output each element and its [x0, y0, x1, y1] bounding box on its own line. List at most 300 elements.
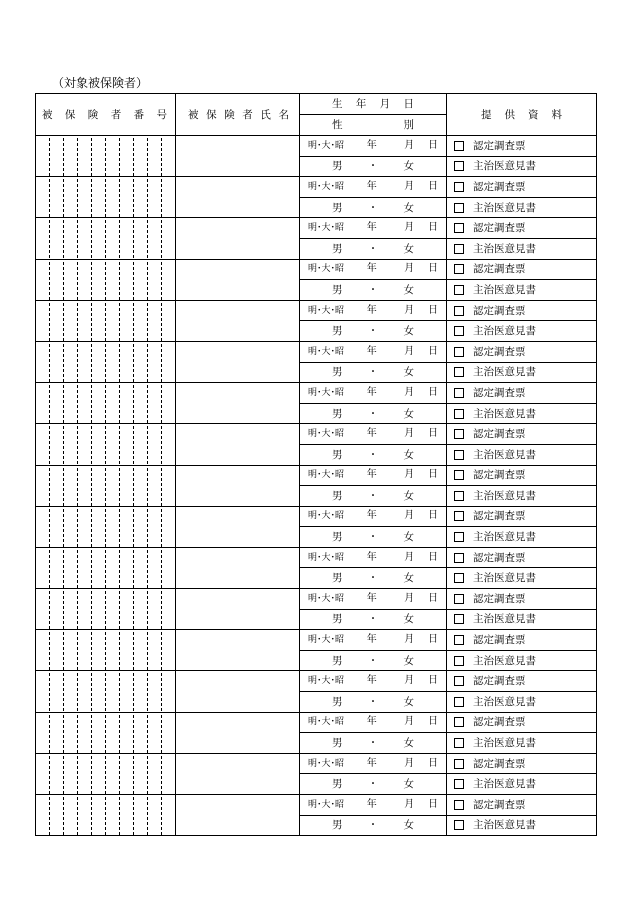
checkbox-icon[interactable] — [454, 656, 464, 666]
record-row-upper — [36, 630, 597, 651]
record-row-upper — [36, 589, 597, 610]
insured-number-cell[interactable] — [36, 136, 176, 177]
year-label: 年 — [366, 139, 377, 151]
year-label: 年 — [366, 180, 377, 192]
doc-option-label: 認定調査票 — [473, 592, 526, 605]
insured-number-cell[interactable] — [36, 177, 176, 218]
birth-date-cell[interactable] — [300, 424, 447, 445]
sex-male-label: 男 — [332, 242, 343, 255]
header-sex: 性 別 — [300, 115, 447, 136]
checkbox-icon[interactable] — [454, 553, 464, 563]
doc-option-label: 主治医意見書 — [473, 737, 536, 750]
doc-option-label: 認定調査票 — [473, 634, 526, 647]
insured-number-cell[interactable] — [36, 300, 176, 341]
sex-cell[interactable] — [300, 362, 447, 383]
checkbox-icon[interactable] — [454, 697, 464, 707]
doc-option-label: 認定調査票 — [473, 139, 526, 152]
doc-option-survey[interactable] — [447, 630, 597, 651]
sex-female-label: 女 — [403, 531, 414, 544]
checkbox-icon[interactable] — [454, 614, 464, 624]
sex-cell[interactable] — [300, 568, 447, 589]
checkbox-icon[interactable] — [454, 429, 464, 439]
record-row-upper — [36, 136, 597, 157]
day-label: 日 — [428, 675, 438, 687]
sex-male-label: 男 — [332, 160, 343, 173]
doc-option-label: 認定調査票 — [473, 304, 526, 317]
doc-option-label: 認定調査票 — [473, 798, 526, 811]
sex-separator: ・ — [367, 531, 379, 544]
sex-female-label: 女 — [403, 819, 414, 832]
doc-option-survey[interactable] — [447, 753, 597, 774]
checkbox-icon[interactable] — [454, 285, 464, 295]
doc-option-survey[interactable] — [447, 300, 597, 321]
era-choices: 明･大･昭 — [308, 305, 345, 316]
birth-date-cell[interactable] — [300, 259, 447, 280]
checkbox-icon[interactable] — [454, 326, 464, 336]
checkbox-icon[interactable] — [454, 161, 464, 171]
month-label: 月 — [404, 757, 415, 769]
insured-name-cell[interactable] — [176, 506, 300, 547]
sex-cell[interactable] — [300, 403, 447, 424]
insured-number-cell[interactable] — [36, 547, 176, 588]
sex-separator: ・ — [367, 160, 379, 173]
sex-female-label: 女 — [403, 366, 414, 379]
sex-separator: ・ — [367, 242, 379, 255]
checkbox-icon[interactable] — [454, 779, 464, 789]
year-label: 年 — [366, 510, 377, 522]
doc-option-label: 主治医意見書 — [473, 242, 536, 255]
sex-female-label: 女 — [403, 283, 414, 296]
insured-number-cell[interactable] — [36, 753, 176, 794]
header-birth-date: 生 年 月 日 — [300, 94, 447, 115]
doc-option-physician[interactable] — [447, 403, 597, 424]
month-label: 月 — [404, 222, 415, 234]
sex-cell[interactable] — [300, 527, 447, 548]
insured-name-cell[interactable] — [176, 259, 300, 300]
month-label: 月 — [404, 716, 415, 728]
month-label: 月 — [404, 798, 415, 810]
sex-male-label: 男 — [332, 366, 343, 379]
checkbox-icon[interactable] — [454, 450, 464, 460]
doc-option-label: 主治医意見書 — [473, 201, 536, 214]
checkbox-icon[interactable] — [454, 738, 464, 748]
doc-option-survey[interactable] — [447, 177, 597, 198]
doc-option-survey[interactable] — [447, 136, 597, 157]
era-choices: 明･大･昭 — [308, 758, 345, 769]
record-row-upper — [36, 547, 597, 568]
doc-option-survey[interactable] — [447, 547, 597, 568]
sex-female-label: 女 — [403, 489, 414, 502]
birth-date-cell[interactable] — [300, 630, 447, 651]
sex-female-label: 女 — [403, 201, 414, 214]
year-label: 年 — [366, 469, 377, 481]
header-insured-name: 被 保 険 者 氏 名 — [176, 94, 300, 136]
birth-date-cell[interactable] — [300, 341, 447, 362]
day-label: 日 — [428, 139, 438, 151]
year-label: 年 — [366, 675, 377, 687]
doc-option-label: 主治医意見書 — [473, 531, 536, 544]
doc-option-physician[interactable] — [447, 362, 597, 383]
record-row-upper — [36, 383, 597, 404]
sex-female-label: 女 — [403, 695, 414, 708]
insured-number-cell[interactable] — [36, 795, 176, 836]
doc-option-survey[interactable] — [447, 341, 597, 362]
insured-number-cell[interactable] — [36, 589, 176, 630]
doc-option-label: 主治医意見書 — [473, 366, 536, 379]
checkbox-icon[interactable] — [454, 182, 464, 192]
record-row-upper — [36, 341, 597, 362]
sex-cell[interactable] — [300, 774, 447, 795]
sex-cell[interactable] — [300, 733, 447, 754]
era-choices: 明･大･昭 — [308, 552, 345, 563]
day-label: 日 — [428, 798, 438, 810]
sex-female-label: 女 — [403, 448, 414, 461]
sex-cell[interactable] — [300, 197, 447, 218]
doc-option-physician[interactable] — [447, 733, 597, 754]
sex-separator: ・ — [367, 819, 379, 832]
era-choices: 明･大･昭 — [308, 593, 345, 604]
sex-male-label: 男 — [332, 613, 343, 626]
month-label: 月 — [404, 592, 415, 604]
sex-cell[interactable] — [300, 321, 447, 342]
birth-date-cell[interactable] — [300, 177, 447, 198]
doc-option-label: 認定調査票 — [473, 345, 526, 358]
doc-option-label: 主治医意見書 — [473, 407, 536, 420]
insured-name-cell[interactable] — [176, 383, 300, 424]
doc-option-physician[interactable] — [447, 650, 597, 671]
sex-female-label: 女 — [403, 613, 414, 626]
era-choices: 明･大･昭 — [308, 635, 345, 646]
birth-date-cell[interactable] — [300, 795, 447, 816]
month-label: 月 — [404, 469, 415, 481]
year-label: 年 — [366, 386, 377, 398]
sex-separator: ・ — [367, 737, 379, 750]
insured-name-cell[interactable] — [176, 795, 300, 836]
insured-number-cell[interactable] — [36, 218, 176, 259]
doc-option-survey[interactable] — [447, 424, 597, 445]
insured-number-cell[interactable] — [36, 383, 176, 424]
era-choices: 明･大･昭 — [308, 140, 345, 151]
birth-date-cell[interactable] — [300, 506, 447, 527]
checkbox-icon[interactable] — [454, 244, 464, 254]
doc-option-survey[interactable] — [447, 712, 597, 733]
sex-separator: ・ — [367, 489, 379, 502]
doc-option-label: 認定調査票 — [473, 716, 526, 729]
sex-separator: ・ — [367, 366, 379, 379]
insured-name-cell[interactable] — [176, 136, 300, 177]
doc-option-label: 主治医意見書 — [473, 160, 536, 173]
doc-option-survey[interactable] — [447, 671, 597, 692]
doc-option-physician[interactable] — [447, 692, 597, 713]
form-caption: （対象被保険者） — [52, 76, 149, 90]
checkbox-icon[interactable] — [454, 141, 464, 151]
insured-name-cell[interactable] — [176, 177, 300, 218]
sex-separator: ・ — [367, 695, 379, 708]
doc-option-label: 主治医意見書 — [473, 654, 536, 667]
doc-option-label: 主治医意見書 — [473, 448, 536, 461]
era-choices: 明･大･昭 — [308, 511, 345, 522]
day-label: 日 — [428, 345, 438, 357]
era-choices: 明･大･昭 — [308, 181, 345, 192]
era-choices: 明･大･昭 — [308, 346, 345, 357]
doc-option-survey[interactable] — [447, 465, 597, 486]
doc-option-physician[interactable] — [447, 238, 597, 259]
doc-option-physician[interactable] — [447, 774, 597, 795]
sex-separator: ・ — [367, 283, 379, 296]
doc-option-label: 主治医意見書 — [473, 819, 536, 832]
day-label: 日 — [428, 551, 438, 563]
checkbox-icon[interactable] — [454, 203, 464, 213]
doc-option-survey[interactable] — [447, 589, 597, 610]
checkbox-icon[interactable] — [454, 470, 464, 480]
insured-number-cell[interactable] — [36, 630, 176, 671]
checkbox-icon[interactable] — [454, 223, 464, 233]
birth-date-cell[interactable] — [300, 753, 447, 774]
doc-option-label: 認定調査票 — [473, 180, 526, 193]
record-rows — [36, 136, 597, 836]
sex-cell[interactable] — [300, 815, 447, 836]
record-row-upper — [36, 671, 597, 692]
record-row-upper — [36, 300, 597, 321]
checkbox-icon[interactable] — [454, 491, 464, 501]
sex-female-label: 女 — [403, 778, 414, 791]
sex-male-label: 男 — [332, 489, 343, 502]
sex-male-label: 男 — [332, 572, 343, 585]
month-label: 月 — [404, 304, 415, 316]
year-label: 年 — [366, 304, 377, 316]
checkbox-icon[interactable] — [454, 594, 464, 604]
birth-date-cell[interactable] — [300, 218, 447, 239]
day-label: 日 — [428, 304, 438, 316]
insured-number-cell[interactable] — [36, 341, 176, 382]
checkbox-icon[interactable] — [454, 511, 464, 521]
checkbox-icon[interactable] — [454, 367, 464, 377]
doc-option-physician[interactable] — [447, 568, 597, 589]
day-label: 日 — [428, 222, 438, 234]
era-choices: 明･大･昭 — [308, 429, 345, 440]
era-choices: 明･大･昭 — [308, 799, 345, 810]
sex-male-label: 男 — [332, 819, 343, 832]
month-label: 月 — [404, 428, 415, 440]
insured-number-cell[interactable] — [36, 465, 176, 506]
sex-female-label: 女 — [403, 160, 414, 173]
checkbox-icon[interactable] — [454, 676, 464, 686]
birth-date-cell[interactable] — [300, 383, 447, 404]
sex-male-label: 男 — [332, 201, 343, 214]
sex-male-label: 男 — [332, 283, 343, 296]
sex-female-label: 女 — [403, 325, 414, 338]
sex-separator: ・ — [367, 572, 379, 585]
birth-date-cell[interactable] — [300, 712, 447, 733]
birth-date-cell[interactable] — [300, 465, 447, 486]
era-choices: 明･大･昭 — [308, 223, 345, 234]
sex-cell[interactable] — [300, 156, 447, 177]
sex-cell[interactable] — [300, 609, 447, 630]
doc-option-physician[interactable] — [447, 815, 597, 836]
checkbox-icon[interactable] — [454, 347, 464, 357]
doc-option-label: 主治医意見書 — [473, 572, 536, 585]
doc-option-physician[interactable] — [447, 486, 597, 507]
checkbox-icon[interactable] — [454, 820, 464, 830]
checkbox-icon[interactable] — [454, 573, 464, 583]
checkbox-icon[interactable] — [454, 635, 464, 645]
sex-male-label: 男 — [332, 737, 343, 750]
day-label: 日 — [428, 263, 438, 275]
sex-female-label: 女 — [403, 407, 414, 420]
doc-option-survey[interactable] — [447, 259, 597, 280]
insured-name-cell[interactable] — [176, 218, 300, 259]
era-choices: 明･大･昭 — [308, 387, 345, 398]
doc-option-label: 主治医意見書 — [473, 778, 536, 791]
header-provided-documents: 提 供 資 料 — [447, 94, 597, 136]
insured-name-cell[interactable] — [176, 712, 300, 753]
doc-option-label: 主治医意見書 — [473, 325, 536, 338]
month-label: 月 — [404, 180, 415, 192]
doc-option-physician[interactable] — [447, 609, 597, 630]
doc-option-label: 認定調査票 — [473, 510, 526, 523]
doc-option-label: 認定調査票 — [473, 428, 526, 441]
doc-option-label: 主治医意見書 — [473, 613, 536, 626]
sex-male-label: 男 — [332, 448, 343, 461]
doc-option-physician[interactable] — [447, 321, 597, 342]
doc-option-label: 認定調査票 — [473, 222, 526, 235]
month-label: 月 — [404, 386, 415, 398]
doc-option-physician[interactable] — [447, 197, 597, 218]
year-label: 年 — [366, 757, 377, 769]
sex-cell[interactable] — [300, 238, 447, 259]
checkbox-icon[interactable] — [454, 306, 464, 316]
insured-name-cell[interactable] — [176, 341, 300, 382]
era-choices: 明･大･昭 — [308, 717, 345, 728]
doc-option-label: 主治医意見書 — [473, 283, 536, 296]
insured-name-cell[interactable] — [176, 630, 300, 671]
sex-cell[interactable] — [300, 280, 447, 301]
insured-number-cell[interactable] — [36, 712, 176, 753]
doc-option-label: 主治医意見書 — [473, 695, 536, 708]
doc-option-survey[interactable] — [447, 506, 597, 527]
birth-date-cell[interactable] — [300, 589, 447, 610]
birth-date-cell[interactable] — [300, 547, 447, 568]
record-row-upper — [36, 506, 597, 527]
year-label: 年 — [366, 222, 377, 234]
era-choices: 明･大･昭 — [308, 676, 345, 687]
checkbox-icon[interactable] — [454, 409, 464, 419]
insured-number-cell[interactable] — [36, 506, 176, 547]
sex-cell[interactable] — [300, 692, 447, 713]
sex-separator: ・ — [367, 778, 379, 791]
month-label: 月 — [404, 139, 415, 151]
record-row-upper — [36, 177, 597, 198]
day-label: 日 — [428, 510, 438, 522]
year-label: 年 — [366, 345, 377, 357]
sex-separator: ・ — [367, 407, 379, 420]
year-label: 年 — [366, 634, 377, 646]
doc-option-physician[interactable] — [447, 527, 597, 548]
sex-cell[interactable] — [300, 486, 447, 507]
record-row-upper — [36, 465, 597, 486]
insured-name-cell[interactable] — [176, 589, 300, 630]
doc-option-label: 認定調査票 — [473, 263, 526, 276]
sex-separator: ・ — [367, 201, 379, 214]
month-label: 月 — [404, 263, 415, 275]
checkbox-icon[interactable] — [454, 388, 464, 398]
insured-name-cell[interactable] — [176, 547, 300, 588]
doc-option-label: 主治医意見書 — [473, 489, 536, 502]
record-row-upper — [36, 753, 597, 774]
doc-option-label: 認定調査票 — [473, 469, 526, 482]
day-label: 日 — [428, 386, 438, 398]
header-insured-number: 被 保 険 者 番 号 — [36, 94, 176, 136]
birth-date-cell[interactable] — [300, 671, 447, 692]
year-label: 年 — [366, 263, 377, 275]
day-label: 日 — [428, 180, 438, 192]
day-label: 日 — [428, 592, 438, 604]
month-label: 月 — [404, 634, 415, 646]
doc-option-physician[interactable] — [447, 444, 597, 465]
doc-option-survey[interactable] — [447, 795, 597, 816]
doc-option-survey[interactable] — [447, 218, 597, 239]
day-label: 日 — [428, 757, 438, 769]
record-row-upper — [36, 795, 597, 816]
year-label: 年 — [366, 592, 377, 604]
checkbox-icon[interactable] — [454, 717, 464, 727]
record-row-upper — [36, 712, 597, 733]
insured-number-cell[interactable] — [36, 671, 176, 712]
day-label: 日 — [428, 428, 438, 440]
doc-option-label: 認定調査票 — [473, 757, 526, 770]
era-choices: 明･大･昭 — [308, 470, 345, 481]
doc-option-label: 認定調査票 — [473, 675, 526, 688]
subject-insured-table — [35, 93, 597, 836]
sex-separator: ・ — [367, 654, 379, 667]
sex-separator: ・ — [367, 448, 379, 461]
insured-name-cell[interactable] — [176, 424, 300, 465]
checkbox-icon[interactable] — [454, 264, 464, 274]
record-row-upper — [36, 218, 597, 239]
doc-option-physician[interactable] — [447, 156, 597, 177]
checkbox-icon[interactable] — [454, 800, 464, 810]
sex-separator: ・ — [367, 325, 379, 338]
birth-date-cell[interactable] — [300, 136, 447, 157]
sex-female-label: 女 — [403, 572, 414, 585]
doc-option-survey[interactable] — [447, 383, 597, 404]
doc-option-physician[interactable] — [447, 280, 597, 301]
insured-number-cell[interactable] — [36, 259, 176, 300]
insured-name-cell[interactable] — [176, 300, 300, 341]
birth-date-cell[interactable] — [300, 300, 447, 321]
year-label: 年 — [366, 551, 377, 563]
day-label: 日 — [428, 634, 438, 646]
insured-name-cell[interactable] — [176, 753, 300, 794]
sex-male-label: 男 — [332, 325, 343, 338]
sex-female-label: 女 — [403, 242, 414, 255]
year-label: 年 — [366, 716, 377, 728]
doc-option-label: 認定調査票 — [473, 386, 526, 399]
checkbox-icon[interactable] — [454, 759, 464, 769]
sex-female-label: 女 — [403, 654, 414, 667]
month-label: 月 — [404, 551, 415, 563]
insured-name-cell[interactable] — [176, 671, 300, 712]
insured-name-cell[interactable] — [176, 465, 300, 506]
sex-cell[interactable] — [300, 650, 447, 671]
insured-number-cell[interactable] — [36, 424, 176, 465]
day-label: 日 — [428, 716, 438, 728]
checkbox-icon[interactable] — [454, 532, 464, 542]
sex-cell[interactable] — [300, 444, 447, 465]
day-label: 日 — [428, 469, 438, 481]
record-row-upper — [36, 259, 597, 280]
year-label: 年 — [366, 428, 377, 440]
